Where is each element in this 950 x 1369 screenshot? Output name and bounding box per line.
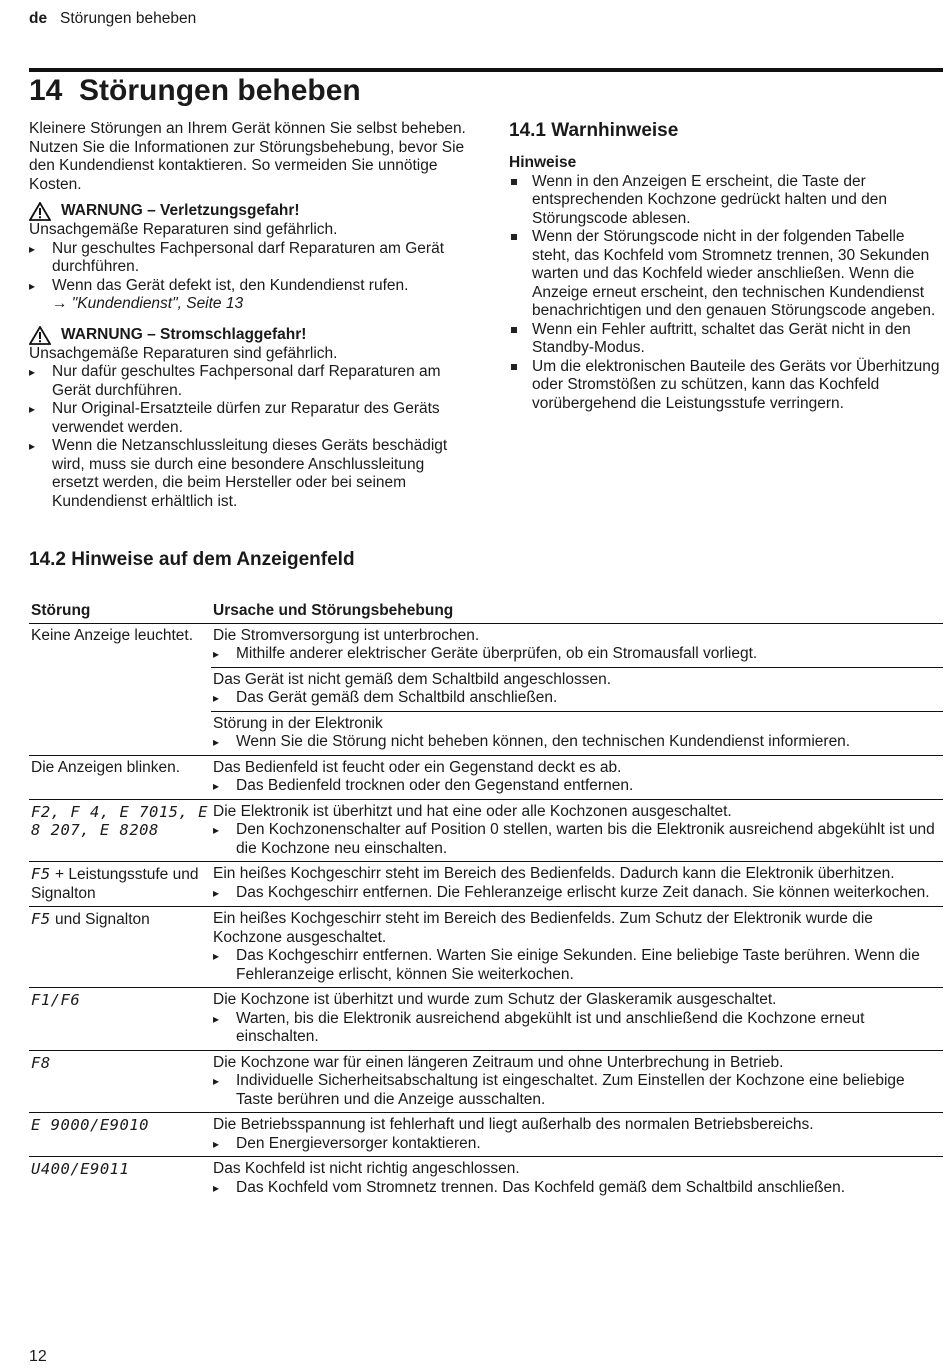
cause-cell: Das Bedienfeld ist feucht oder ein Gegenstand deckt es ab. ▸ Das Bedienfeld trocknen oder den Gegenstand entfernen. [211,755,943,799]
action-item: ▸ Individuelle Sicherheitsabschaltung ist eingeschaltet. Zum Einstellen der Kochzone eine beliebige Taste berühren und die Anzeige ausschalten. [213,1072,941,1109]
warning-shock-title: WARNUNG – Stromschlaggefahr! [29,326,469,345]
table-row [29,1050,943,1113]
notes-label: Hinweise [509,154,577,171]
action-item: ▸ Den Kochzonenschalter auf Position 0 stellen, warten bis die Elektronik ausreichend abgekühlt ist und die Kochzone neu einschalten. [213,821,941,858]
section-heading [29,74,361,108]
subsection-title-warnings: 14.1 Warnhinweise [509,120,679,141]
header-title: Störungen beheben [60,10,197,27]
cause-cell: Das Gerät ist nicht gemäß dem Schaltbild angeschlossen. ▸ Das Gerät gemäß dem Schaltbild anschließen. [211,667,943,711]
cause-cell: Störung in der Elektronik ▸ Wenn Sie die Störung nicht beheben können, den technischen Kundendienst informieren. [211,711,943,755]
warning-triangle-icon [29,202,51,221]
intro-text: Kleinere Störungen an Ihrem Gerät können Sie selbst beheben. Nutzen Sie die Informationen zur Störungsbehebung, bevor Sie den Kundendienst kontaktieren. So vermeiden Sie unnötige Kosten. [29,120,466,193]
cause-cell: Ein heißes Kochgeschirr steht im Bereich des Bedienfelds. Dadurch kann die Elektronik überhitzen. ▸ Das Kochgeschirr entfernen. Die Fehleranzeige erlischt kurze Zeit danach. Sie können weiterkochen. [211,862,943,907]
fault-table [29,600,943,1200]
table-row [29,988,943,1051]
list-item: Wenn in den Anzeigen E erscheint, die Taste der entsprechenden Kochzone gedrückt halten und den Störungscode ablesen. [509,173,945,229]
warning-injury-text: Unsachgemäße Reparaturen sind gefährlich. [29,221,338,238]
section-rule [29,68,943,72]
language-code: de [29,10,48,27]
column-header-fault: Störung [29,600,211,623]
fault-code-cell: F8 [29,1050,211,1113]
cause-cell: Die Kochzone war für einen längeren Zeitraum und ohne Unterbrechung in Betrieb. ▸ Individuelle Sicherheitsabschaltung ist eingeschaltet. Zum Einstellen der Kochzone eine beliebige Taste berühren und die Anzeige ausschalten. [211,1050,943,1113]
table-row [29,755,943,799]
warning-injury-list [29,240,469,296]
warning-injury-title: WARNUNG – Verletzungsgefahr! [29,202,469,221]
right-column [509,120,945,413]
table-row [29,907,943,988]
list-item: Wenn der Störungscode nicht in der folgenden Tabelle steht, das Kochfeld vom Stromnetz trennen, 30 Sekunden warten und das Kochfeld wieder anschließen. Wenn die Anzeige erneut erscheint, den technischen Kundendienst benachrichtigen und den genauen Störungscode angeben. [509,228,945,321]
section-number: 14 [29,74,63,107]
warning-shock-text: Unsachgemäße Reparaturen sind gefährlich. [29,344,338,362]
page-number: 12 [29,1348,47,1365]
table-row [29,799,943,862]
fault-code: F5 [31,865,51,883]
action-item: ▸ Mithilfe anderer elektrischer Geräte überprüfen, ob ein Stromausfall vorliegt. [213,645,941,664]
fault-code-cell: F1/F6 [29,988,211,1051]
warning-triangle-icon [29,326,51,345]
action-item: ▸ Das Gerät gemäß dem Schaltbild anschließen. [213,689,941,708]
action-item: ▸ Warten, bis die Elektronik ausreichend abgekühlt ist und anschließend die Kochzone erneut einschalten. [213,1010,941,1047]
cause-cell: Ein heißes Kochgeschirr steht im Bereich des Bedienfelds. Zum Schutz der Elektronik wurde die Kochzone ausgeschaltet. ▸ Das Kochgeschirr entfernen. Warten Sie einige Sekunden. Eine beliebige Taste berühren. Wenn die Fehleranzeige erlischt, können Sie weiterkochen. [211,907,943,988]
cause-cell: Die Stromversorgung ist unterbrochen. ▸ Mithilfe anderer elektrischer Geräte überprüfen, ob ein Stromausfall vorliegt. [211,623,943,667]
column-header-cause: Ursache und Störungsbehebung [211,600,943,623]
action-item: ▸ Wenn Sie die Störung nicht beheben können, den technischen Kundendienst informieren. [213,733,941,752]
cause-cell: Das Kochfeld ist nicht richtig angeschlossen. ▸ Das Kochfeld vom Stromnetz trennen. Das Kochfeld gemäß dem Schaltbild anschließen. [211,1157,943,1201]
left-column [29,120,469,511]
list-item: ▸ Nur Original-Ersatzteile dürfen zur Reparatur des Geräts verwendet werden. [29,400,469,437]
cause-cell: Die Betriebsspannung ist fehlerhaft und liegt außerhalb des normalen Betriebsbereichs. ▸ Den Energieversorger kontaktieren. [211,1113,943,1157]
fault-cell: F5 und Signalton [29,907,211,988]
fault-cell: Die Anzeigen blinken. [29,755,211,799]
list-item: ▸ Nur geschultes Fachpersonal darf Reparaturen am Gerät durchführen. [29,240,469,277]
table-row [29,623,943,667]
fault-code-cell: U400/E9011 [29,1157,211,1201]
fault-code-cell: E 9000/E9010 [29,1113,211,1157]
list-item: Wenn ein Fehler auftritt, schaltet das Gerät nicht in den Standby-Modus. [509,321,945,358]
table-header-row [29,600,943,623]
subsection-title-display: 14.2 Hinweise auf dem Anzeigenfeld [29,549,355,570]
cause-cell: Die Kochzone ist überhitzt und wurde zum Schutz der Glaskeramik ausgeschaltet. ▸ Warten, bis die Elektronik ausreichend abgekühlt ist und anschließend die Kochzone erneut einschalten. [211,988,943,1051]
action-item: ▸ Das Kochgeschirr entfernen. Warten Sie einige Sekunden. Eine beliebige Taste berühren. Wenn die Fehleranzeige erlischt, können Sie weiterkochen. [213,947,941,984]
fault-code-cell: F2, F 4, E 7015, E 8 207, E 8208 [29,799,211,862]
cross-reference-link[interactable]: → "Kundendienst", Seite 13 [52,295,244,312]
fault-cell: F5 + Leistungsstufe und Signalton [29,862,211,907]
list-item: ▸ Nur dafür geschultes Fachpersonal darf Reparaturen am Gerät durchführen. [29,363,469,400]
action-item: ▸ Den Energieversorger kontaktieren. [213,1135,941,1154]
table-row [29,1113,943,1157]
section-title: Störungen beheben [79,74,361,107]
action-item: ▸ Das Bedienfeld trocknen oder den Gegenstand entfernen. [213,777,941,796]
action-item: ▸ Das Kochgeschirr entfernen. Die Fehleranzeige erlischt kurze Zeit danach. Sie können weiterkochen. [213,884,941,903]
list-item: Um die elektronischen Bauteile des Geräts vor Überhitzung oder Stromstößen zu schützen, kann das Kochfeld vorübergehend die Leistungsstufe verringern. [509,358,945,414]
running-header [29,10,196,29]
fault-cell: Keine Anzeige leuchtet. [31,626,194,644]
table-row [29,862,943,907]
list-item: ▸ Wenn die Netzanschlussleitung dieses Geräts beschädigt wird, muss sie durch eine besondere Anschlussleitung ersetzt werden, die beim Hersteller oder bei seinem Kundendienst erhältlich ist. [29,437,469,511]
list-item: ▸ Wenn das Gerät defekt ist, den Kundendienst rufen. [29,277,469,296]
table-row [29,1157,943,1201]
fault-code: F5 [31,910,51,928]
action-item: ▸ Das Kochfeld vom Stromnetz trennen. Das Kochfeld gemäß dem Schaltbild anschließen. [213,1179,941,1198]
notes-list [509,173,945,414]
warning-shock-list [29,363,469,511]
cause-cell: Die Elektronik ist überhitzt und hat eine oder alle Kochzonen ausgeschaltet. ▸ Den Kochzonenschalter auf Position 0 stellen, warten bis die Elektronik ausreichend abgekühlt ist und die Kochzone neu einschalten. [211,799,943,862]
